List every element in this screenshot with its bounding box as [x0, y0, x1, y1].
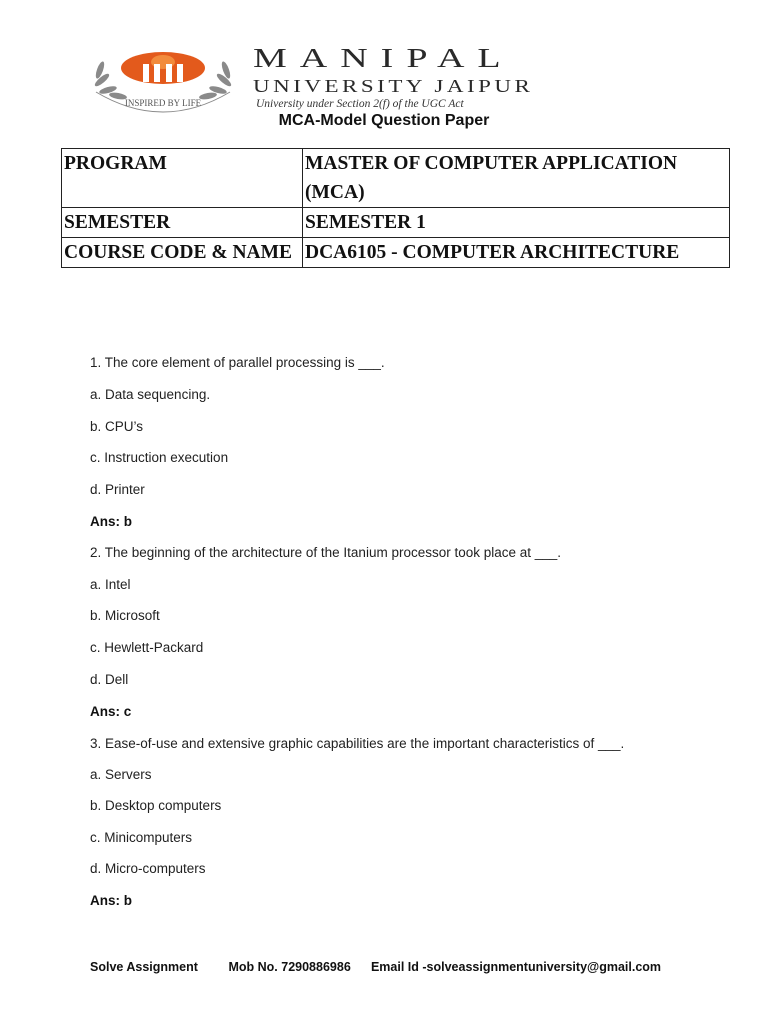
university-header — [88, 40, 688, 116]
university-campus: UNIVERSITY JAIPUR — [253, 76, 534, 96]
semester-label: SEMESTER — [62, 208, 303, 238]
course-value: DCA6105 - COMPUTER ARCHITECTURE — [303, 238, 730, 268]
table-row — [62, 149, 730, 208]
footer-email[interactable]: Email Id -solveassignmentuniversity@gmail.com — [370, 960, 662, 974]
option-text: c. Instruction execution — [90, 450, 229, 465]
option-text: a. Data sequencing. — [90, 387, 211, 402]
answer-text: Ans: c — [90, 704, 132, 719]
program-label: PROGRAM — [62, 149, 303, 208]
question-text: 3. Ease-of-use and extensive graphic capabilities are the important characteristics of ___. — [90, 736, 625, 751]
option-text: d. Printer — [90, 482, 145, 497]
option-text: a. Intel — [90, 577, 131, 592]
option-text: b. Microsoft — [90, 608, 160, 623]
footer-mobile: Mob No. 7290886986 — [228, 960, 351, 974]
option-text: c. Hewlett-Packard — [90, 640, 204, 655]
program-value: MASTER OF COMPUTER APPLICATION (MCA) — [303, 149, 730, 208]
answer-text: Ans: b — [90, 514, 132, 529]
emblem-tagline: INSPIRED BY LIFE — [124, 98, 202, 108]
manipal-emblem-icon — [88, 40, 238, 116]
footer-name: Solve Assignment — [90, 960, 198, 974]
option-text: c. Minicomputers — [90, 830, 193, 845]
table-row — [62, 238, 730, 268]
question-text: 1. The core element of parallel processing is ___. — [90, 355, 385, 370]
option-text: a. Servers — [90, 767, 152, 782]
page-footer — [90, 960, 730, 974]
course-info-table — [61, 148, 730, 268]
university-name: MANIPAL — [253, 43, 514, 74]
university-tagline: University under Section 2(f) of the UGC Act — [256, 98, 464, 110]
semester-value: SEMESTER 1 — [303, 208, 730, 238]
option-text: b. Desktop computers — [90, 798, 222, 813]
option-text: d. Micro-computers — [90, 861, 206, 876]
option-text: b. CPU’s — [90, 419, 144, 434]
table-row — [62, 208, 730, 238]
option-text: d. Dell — [90, 672, 129, 687]
document-title: MCA-Model Question Paper — [278, 112, 490, 129]
question-text: 2. The beginning of the architecture of the Itanium processor took place at ___. — [90, 545, 562, 560]
course-label: COURSE CODE & NAME — [62, 238, 303, 268]
emblem-mark — [121, 52, 205, 84]
answer-text: Ans: b — [90, 893, 132, 908]
